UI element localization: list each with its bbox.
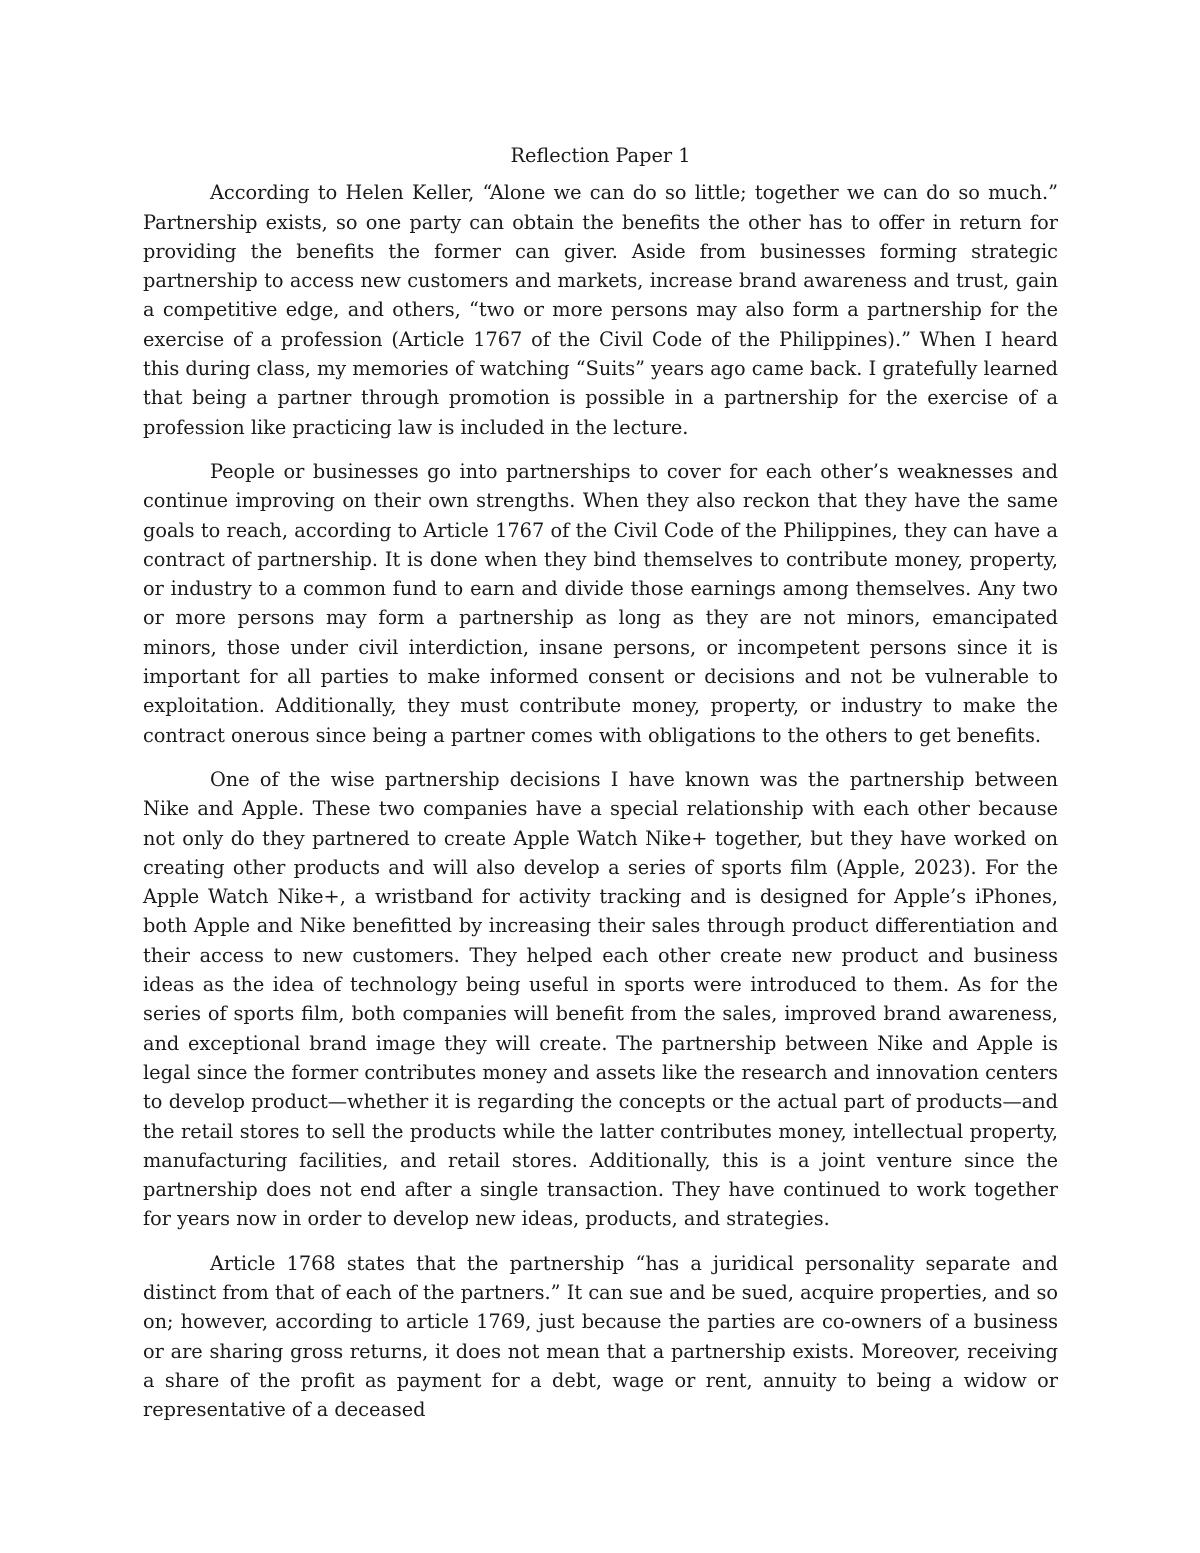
paragraph-2: People or businesses go into partnerships to cover for each other’s weaknesses and continue improving on their own strengths. When they also reckon that they have the same goals to reach, according to Article 1767 of the Civil Code of the Philippines, they can have a contract of partnership. It is done when they bind themselves to contribute money, property, or industry to a common fund to earn and divide those earnings among themselves. Any two or more persons may form a partnership as long as they are not minors, emancipated minors, those under civil interdiction, insane persons, or incompetent persons since it is important for all parties to make informed consent or decisions and not be vulnerable to exploitation. Additionally, they must contribute money, property, or industry to make the contract onerous since being a partner comes with obligations to the others to get benefits.	[143, 459, 1058, 747]
paragraph-1: According to Helen Keller, “Alone we can do so little; together we can do so much.” Partnership exists, so one party can obtain the benefits the other has to offer in return for providing the benefits the former can giver. Aside from businesses forming strategic partnership to access new customers and markets, increase brand awareness and trust, gain a competitive edge, and others, “two or more persons may also form a partnership for the exercise of a profession (Article 1767 of the Civil Code of the Philippines).” When I heard this during class, my memories of watching “Suits” years ago came back. I gratefully learned that being a partner through promotion is possible in a partnership for the exercise of a profession like practicing law is included in the lecture.	[143, 181, 1058, 439]
document-body	[143, 141, 1058, 1439]
paragraph-3: One of the wise partnership decisions I have known was the partnership between Nike and Apple. These two companies have a special relationship with each other because not only do they partnered to create Apple Watch Nike+ together, but they have worked on creating other products and will also develop a series of sports film (Apple, 2023). For the Apple Watch Nike+, a wristband for activity tracking and is designed for Apple’s iPhones, both Apple and Nike benefitted by increasing their sales through product differentiation and their access to new customers. They helped each other create new product and business ideas as the idea of technology being useful in sports were introduced to them. As for the series of sports film, both companies will benefit from the sales, improved brand awareness, and exceptional brand image they will create. The partnership between Nike and Apple is legal since the former contributes money and assets like the research and innovation centers to develop product—whether it is regarding the concepts or the actual part of products—and the retail stores to sell the products while the latter contributes money, intellectual property, manufacturing facilities, and retail stores. Additionally, this is a joint venture since the partnership does not end after a single transaction. They have continued to work together for years now in order to develop new ideas, products, and strategies.	[143, 767, 1058, 1231]
paragraph-4: Article 1768 states that the partnership “has a juridical personality separate and distinct from that of each of the partners.” It can sue and be sued, acquire properties, and so on; however, according to article 1769, just because the parties are co-owners of a business or are sharing gross returns, it does not mean that a partnership exists. Moreover, receiving a share of the profit as payment for a debt, wage or rent, annuity to being a widow or representative of a deceased	[143, 1251, 1058, 1422]
page-title: Reflection Paper 1	[510, 144, 691, 167]
